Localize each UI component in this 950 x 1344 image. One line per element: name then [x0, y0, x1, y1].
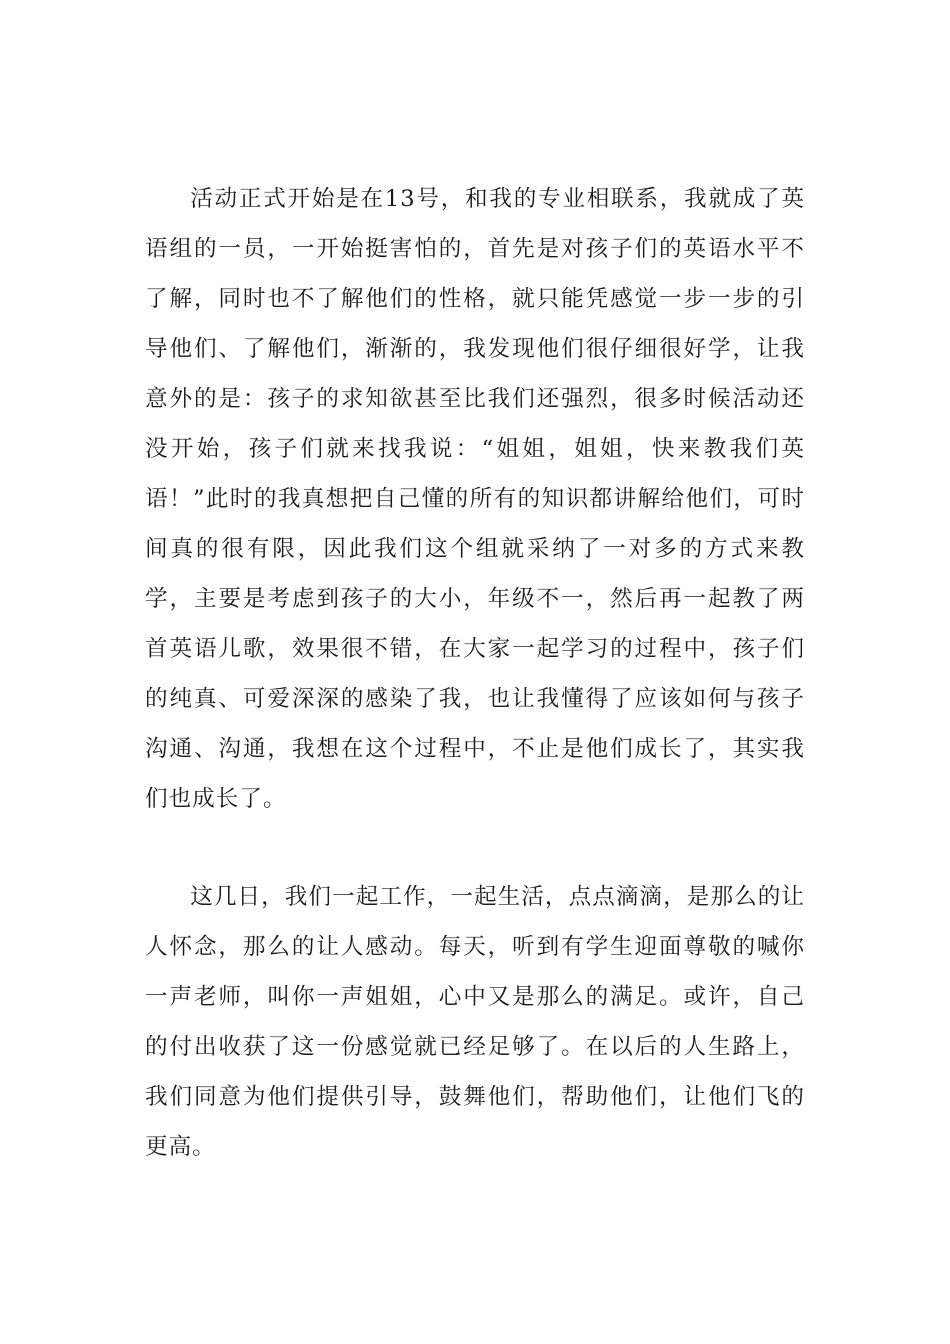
paragraph-activity-start: 活动正式开始是在13号，和我的专业相联系，我就成了英语组的一员，一开始挺害怕的，首先是对孩子们的英语水平不了解，同时也不了解他们的性格，就只能凭感觉一步一步的引导他们、了解他们，渐渐的，我发现他们很仔细很好学，让我意外的是：孩子的求知欲甚至比我们还强烈，很多时候活动还没开始，孩子们就来找我说：“姐姐，姐姐，快来教我们英语！”此时的我真想把自己懂的所有的知识都讲解给他们，可时间真的很有限，因此我们这个组就采纳了一对多的方式来教学，主要是考虑到孩子的大小，年级不一，然后再一起教了两首英语儿歌，效果很不错，在大家一起学习的过程中，孩子们的纯真、可爱深深的感染了我，也让我懂得了应该如何与孩子沟通、沟通，我想在这个过程中，不止是他们成长了，其实我们也成长了。	[145, 186, 805, 812]
paragraph-days-together: 这几日，我们一起工作，一起生活，点点滴滴，是那么的让人怀念，那么的让人感动。每天，听到有学生迎面尊敬的喊你一声老师，叫你一声姐姐，心中又是那么的满足。或许，自己的付出收获了这一份感觉就已经足够了。在以后的人生路上，我们同意为他们提供引导，鼓舞他们，帮助他们，让他们飞的更高。	[145, 884, 805, 1160]
